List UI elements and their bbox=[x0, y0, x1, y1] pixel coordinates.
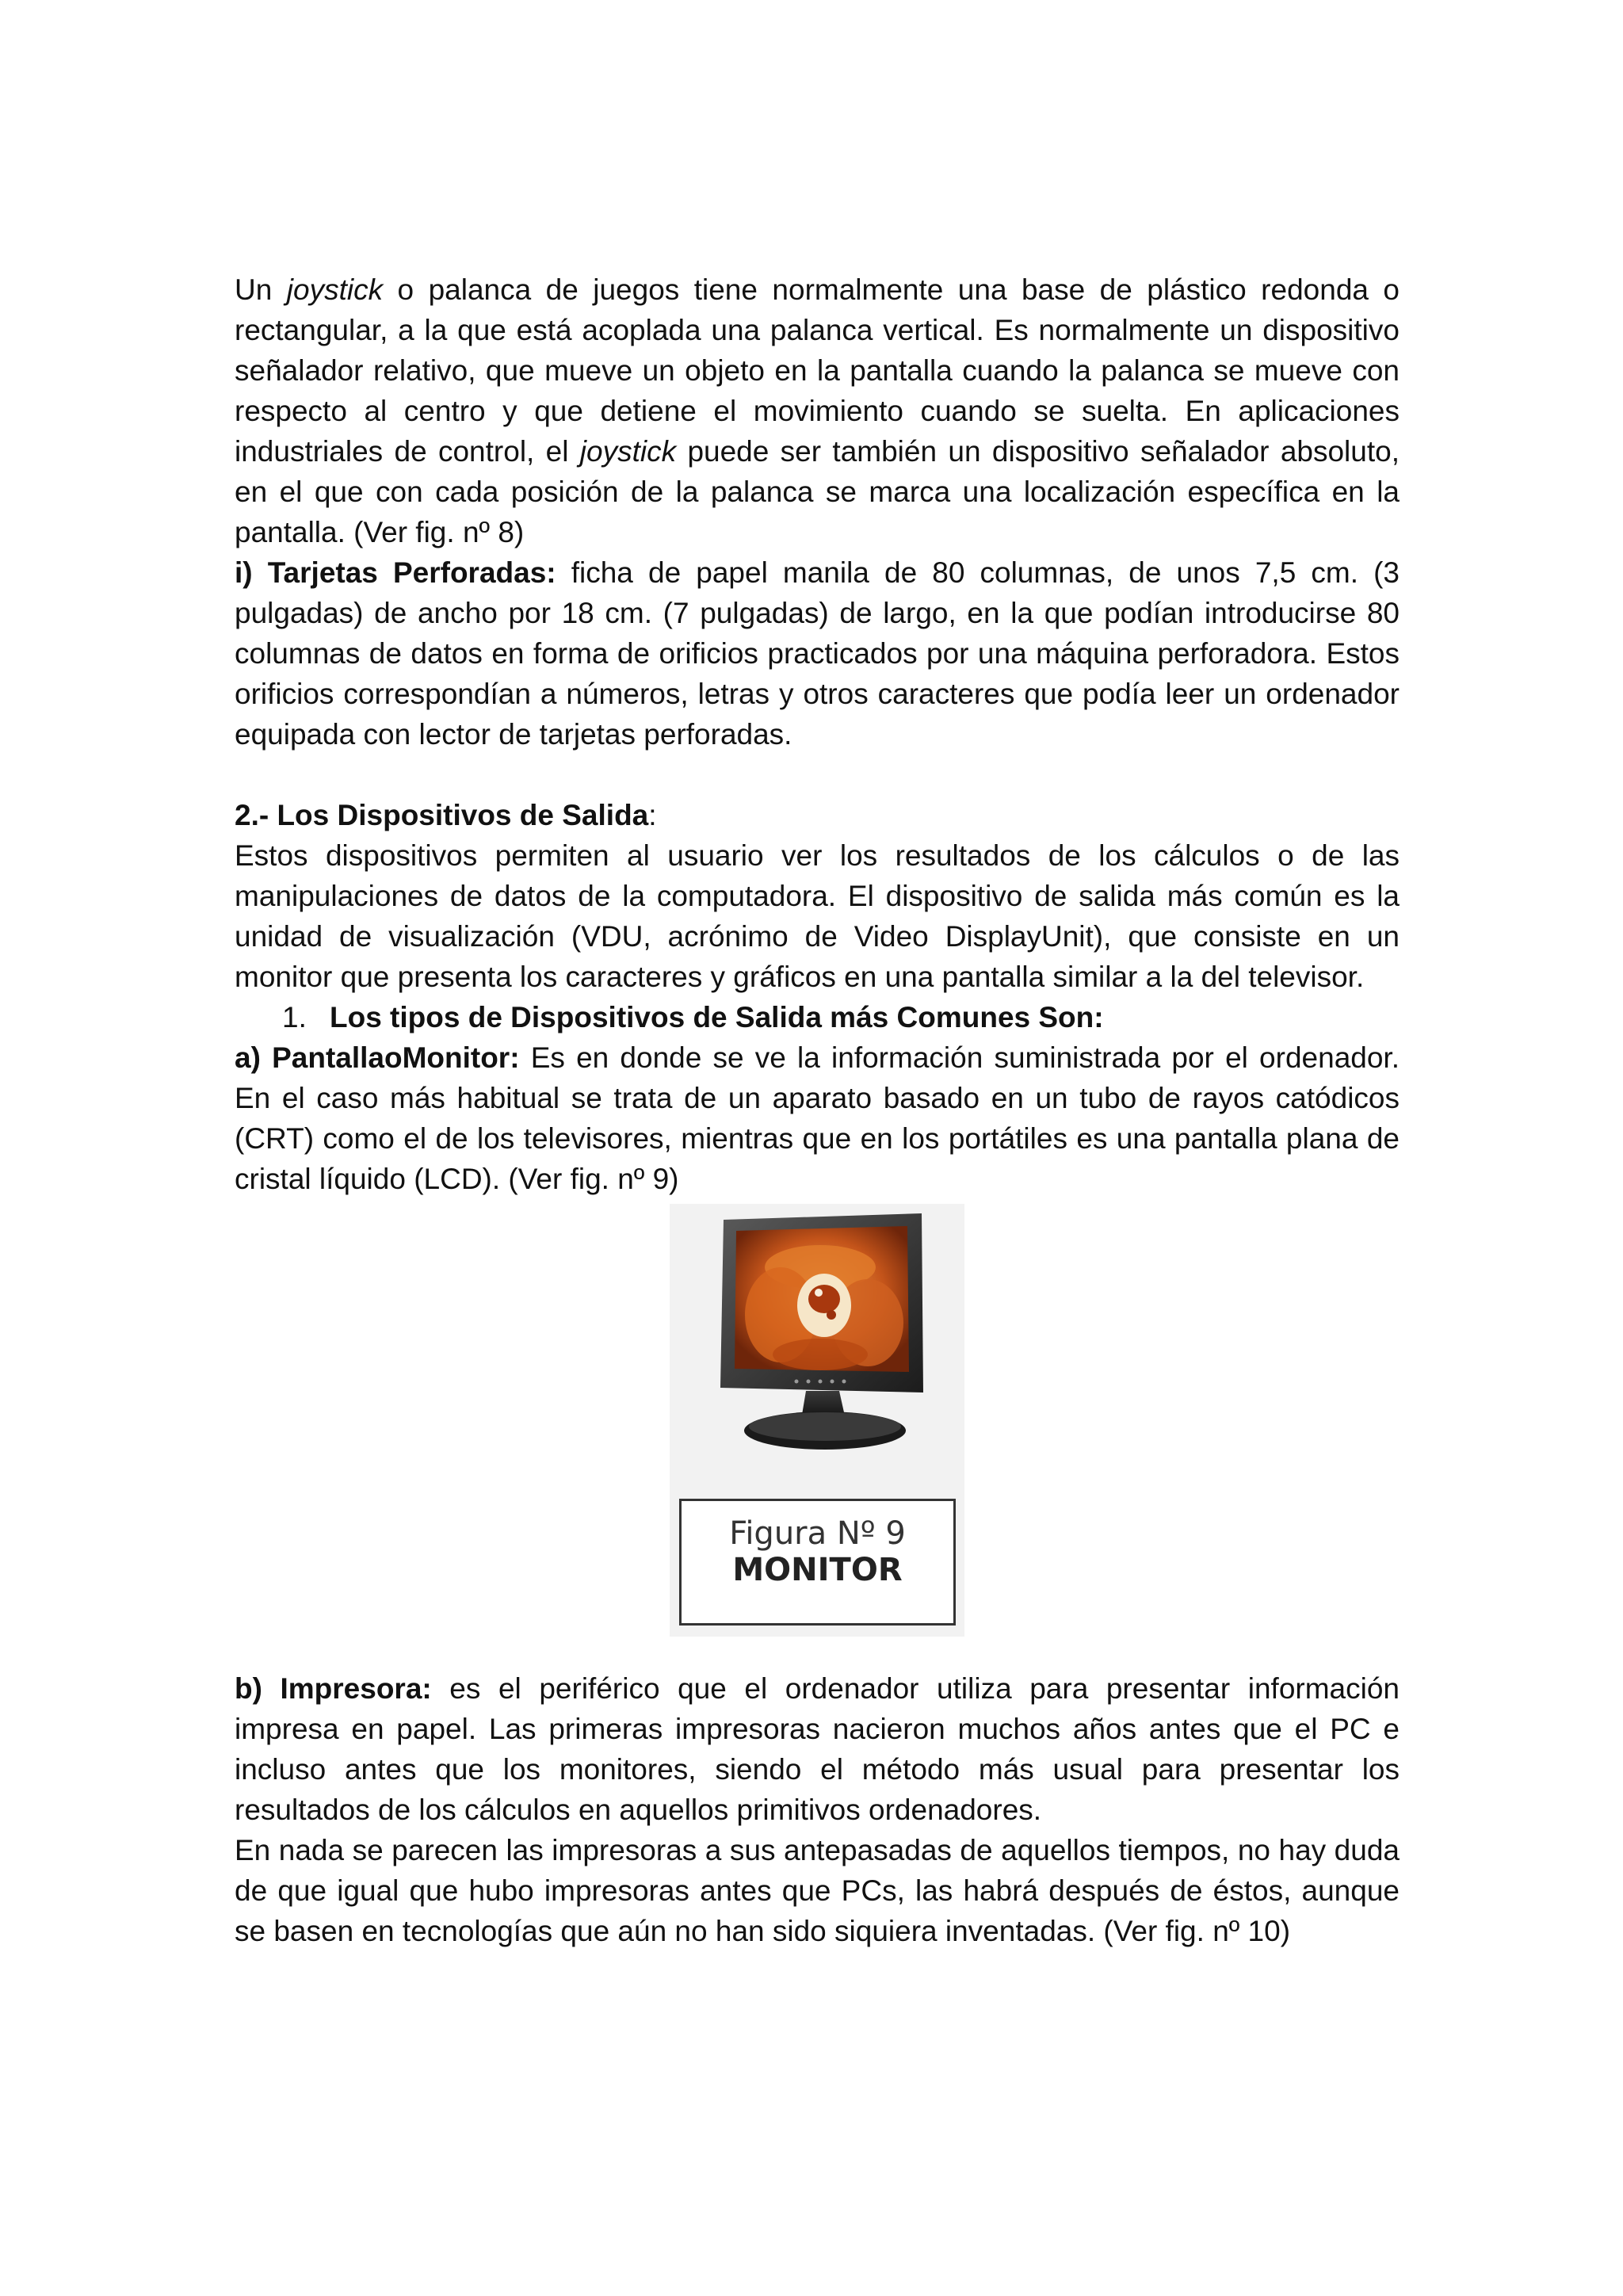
impresora-paragraph-2: En nada se parecen las impresoras a sus antepasadas de aquellos tiempos, no hay duda de que igual que hubo impresoras antes que PCs, las habrá después de éstos, aunque se basen en tecnologías que aún no han sido siquiera inventadas. (Ver fig. nº 10) bbox=[235, 1834, 1400, 1947]
figure-caption-number: Figura Nº 9 bbox=[729, 1515, 906, 1552]
figure-caption-title: MONITOR bbox=[732, 1552, 903, 1588]
tarjetas-paragraph bbox=[235, 552, 1400, 755]
joystick-paragraph bbox=[235, 269, 1400, 552]
impresora-text: es el periférico que el ordenador utiliza para presentar información impresa en papel. Las primeras impresoras nacieron muchos años antes que el PC e incluso antes que los monitores, siendo el método más usual para presentar los resultados de los cálculos en aquellos primitivos ordenadores. bbox=[235, 1672, 1400, 1826]
section-heading-colon: : bbox=[648, 799, 657, 831]
document-page bbox=[235, 269, 1400, 1951]
section-heading-label: 2.- Los Dispositivos de Salida bbox=[235, 799, 649, 831]
impresora-label: b) Impresora: bbox=[235, 1672, 432, 1705]
joystick-text-3: puede ser también un dispositivo señalador absoluto, en el que con cada posición de la palanca se marca una localización específica en la pantalla. (Ver fig. nº 8) bbox=[235, 435, 1400, 548]
joystick-text-2: o palanca de juegos tiene normalmente una base de plástico redonda o rectangular, a la que está acoplada una palanca vertical. Es normalmente un dispositivo señalador relativo, que mueve un objeto en la pantalla cuando la palanca se mueve con respecto al centro y que detiene el movimiento cuando se suelta. En aplicaciones industriales de control, el bbox=[235, 273, 1400, 468]
joystick-text-1: Un bbox=[235, 273, 287, 306]
section-heading-salida bbox=[235, 795, 1400, 835]
figure-caption bbox=[679, 1499, 956, 1626]
list-number: 1. bbox=[282, 1001, 307, 1033]
list-item-text: Los tipos de Dispositivos de Salida más Comunes Son: bbox=[330, 1001, 1104, 1033]
pantalla-paragraph bbox=[235, 1037, 1400, 1199]
impresora-paragraph bbox=[235, 1668, 1400, 1830]
joystick-term-2: joystick bbox=[579, 435, 677, 468]
salida-intro-paragraph: Estos dispositivos permiten al usuario ver los resultados de los cálculos o de las manipulaciones de datos de la computadora. El dispositivo de salida más común es la unidad de visualización (VDU, acrónimo de Video DisplayUnit), que consiste en un monitor que presenta los caracteres y gráficos en una pantalla similar a la del televisor. bbox=[235, 839, 1400, 993]
tarjetas-label: i) Tarjetas Perforadas: bbox=[235, 556, 556, 589]
pantalla-label: a) PantallaoMonitor: bbox=[235, 1041, 520, 1074]
monitor-image bbox=[670, 1204, 964, 1499]
joystick-term-1: joystick bbox=[286, 273, 384, 306]
pantalla-text: Es en donde se ve la información suministrada por el ordenador. En el caso más habitual se trata de un aparato basado en un tubo de rayos catódicos (CRT) como el de los televisores, mientras que en los portátiles es una pantalla plana de cristal líquido (LCD). (Ver fig. nº 9) bbox=[235, 1041, 1400, 1195]
figure-monitor bbox=[670, 1204, 964, 1637]
tarjetas-text: ficha de papel manila de 80 columnas, de unos 7,5 cm. (3 pulgadas) de ancho por 18 cm. (7 pulgadas) de largo, en la que podían introducirse 80 columnas de datos en forma de orificios practicados por una máquina perforadora. Estos orificios correspondían a números, letras y otros caracteres que podía leer un ordenador equipada con lector de tarjetas perforadas. bbox=[235, 556, 1400, 751]
list-item bbox=[235, 997, 1400, 1037]
